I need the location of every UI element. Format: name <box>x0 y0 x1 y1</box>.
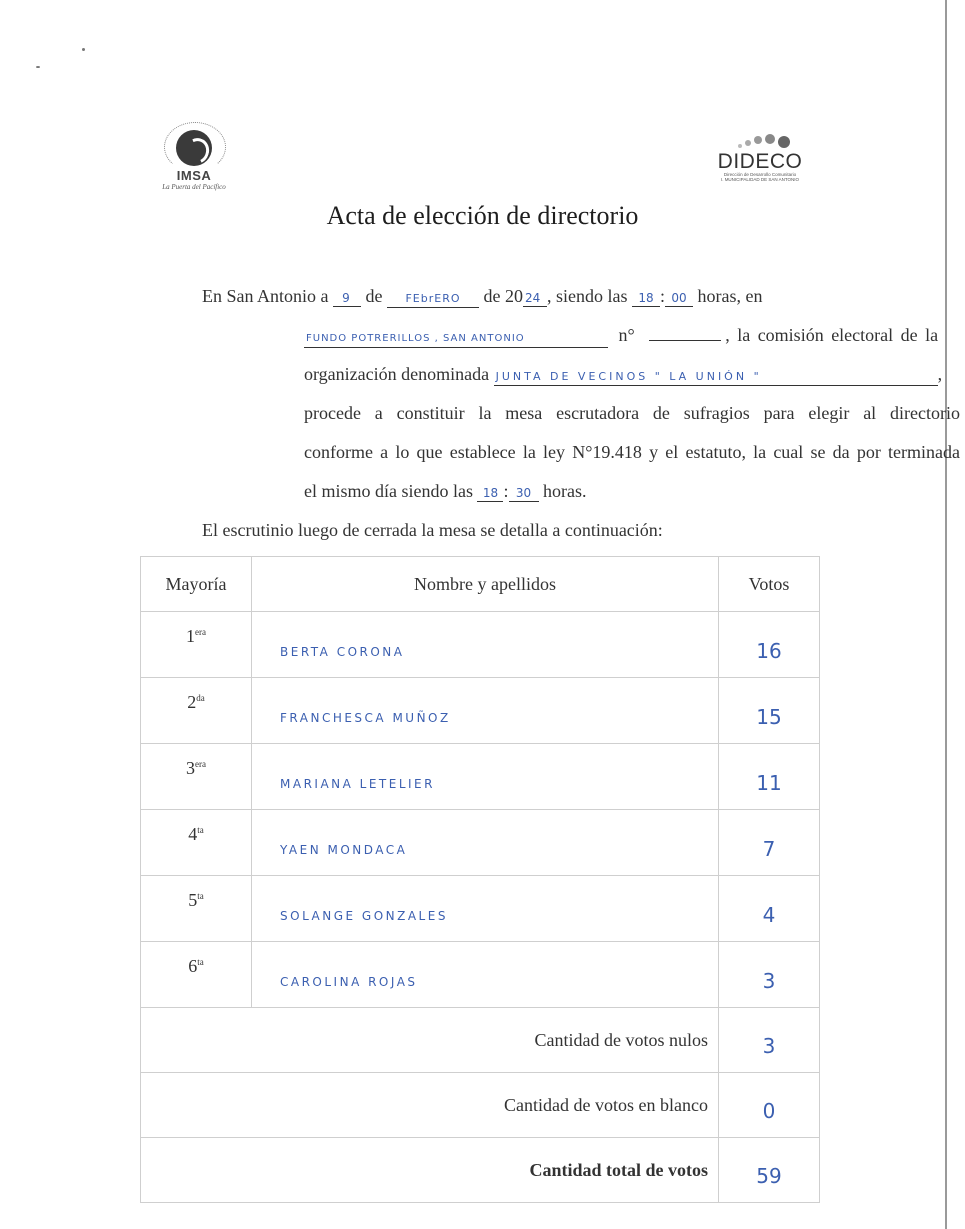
candidate-name: FRANCHESCA MUÑOZ <box>252 678 719 744</box>
table-row <box>141 744 820 810</box>
table-row <box>141 942 820 1008</box>
document-title: Acta de elección de directorio <box>326 201 639 230</box>
imsa-logo-tagline: La Puerta del Pacífico <box>162 183 226 191</box>
candidate-votes: 16 <box>719 612 820 678</box>
end-hour-field: 18 <box>477 485 503 502</box>
rank-cell: $6^{ta}$ <box>141 942 252 1008</box>
dideco-dots-icon <box>712 132 808 152</box>
text-fragment: n° <box>618 325 635 345</box>
scan-speck <box>36 66 40 68</box>
text-fragment: horas, en <box>697 286 763 306</box>
text-fragment: de 20 <box>483 286 523 306</box>
start-hour-field: 18 <box>632 290 660 307</box>
dideco-logo-tagline: Dirección de Desarrollo Comunitario <box>723 172 797 177</box>
text-fragment: de <box>365 286 383 306</box>
candidate-votes: 11 <box>719 744 820 810</box>
table-row <box>141 810 820 876</box>
end-minute-field: 30 <box>509 485 539 502</box>
candidate-name: MARIANA LETELIER <box>252 744 719 810</box>
candidate-votes: 7 <box>719 810 820 876</box>
day-field: 9 <box>333 290 361 307</box>
total-votes-label: Cantidad total de votos <box>141 1138 719 1203</box>
blank-votes-value: 0 <box>719 1073 820 1138</box>
candidate-name: BERTA CORONA <box>252 612 719 678</box>
text-fragment: En San Antonio a <box>202 286 329 306</box>
table-row <box>141 612 820 678</box>
organization-field: JUNTA DE VECINOS " LA UNIÓN " <box>494 369 938 386</box>
text-fragment: horas. <box>543 481 587 501</box>
page-edge <box>945 0 947 1229</box>
start-minute-field: 00 <box>665 290 693 307</box>
rank-cell: $3^{era}$ <box>141 744 252 810</box>
dideco-logo <box>712 132 808 188</box>
table-row <box>141 876 820 942</box>
candidate-votes: 15 <box>719 678 820 744</box>
paragraph-line-5: conforme a lo que establece la ley N°19.418 y el estatuto, la cual se da por terminada <box>304 442 960 462</box>
text-fragment: , la comisión electoral de la <box>725 325 939 345</box>
paragraph-line-1: En San Antonio a 9 de FEbrERO de 20 24 , siendo las 18 : 00 horas, en <box>202 286 763 306</box>
votes-header: Votos <box>719 557 820 612</box>
table-header-row <box>141 557 820 612</box>
rank-cell: $4^{ta}$ <box>141 810 252 876</box>
table-row <box>141 678 820 744</box>
paragraph-line-7: El escrutinio luego de cerrada la mesa se detalla a continuación: <box>202 520 663 540</box>
candidate-name: YAEN MONDACA <box>252 810 719 876</box>
name-header: Nombre y apellidos <box>252 557 719 612</box>
rank-cell: $5^{ta}$ <box>141 876 252 942</box>
null-votes-label: Cantidad de votos nulos <box>141 1008 719 1073</box>
paragraph-line-6: el mismo día siendo las 18 : 30 horas. <box>304 481 587 501</box>
blank-votes-row <box>141 1073 820 1138</box>
year-field: 24 <box>523 290 547 307</box>
paragraph-line-4: procede a constituir la mesa escrutadora de sufragios para elegir al directorio <box>304 403 960 423</box>
place-field: FUNDO POTRERILLOS , SAN ANTONIO <box>304 331 608 348</box>
vote-count-table <box>140 556 820 1203</box>
paragraph-line-2 <box>304 316 960 355</box>
text-fragment: el mismo día siendo las <box>304 481 473 501</box>
paragraph-line-3 <box>304 355 960 394</box>
imsa-logo <box>150 120 238 200</box>
month-field: FEbrERO <box>387 291 479 308</box>
text-fragment: , <box>937 364 943 384</box>
candidate-name: CAROLINA ROJAS <box>252 942 719 1008</box>
candidate-votes: 4 <box>719 876 820 942</box>
rank-header: Mayoría <box>141 557 252 612</box>
text-fragment: , siendo las <box>547 286 628 306</box>
candidate-name: SOLANGE GONZALES <box>252 876 719 942</box>
imsa-logo-name: IMSA <box>176 168 212 183</box>
imsa-emblem-icon <box>176 130 212 166</box>
number-blank <box>649 340 721 341</box>
total-votes-row <box>141 1138 820 1203</box>
null-votes-value: 3 <box>719 1008 820 1073</box>
rank-cell: $2^{da}$ <box>141 678 252 744</box>
total-votes-value: 59 <box>719 1138 820 1203</box>
candidate-votes: 3 <box>719 942 820 1008</box>
text-fragment: organización denominada <box>304 364 490 384</box>
dideco-logo-tagline: I. MUNICIPALIDAD DE SAN ANTONIO <box>720 177 800 182</box>
blank-votes-label: Cantidad de votos en blanco <box>141 1073 719 1138</box>
scan-speck <box>82 48 85 51</box>
rank-cell: $1^{era}$ <box>141 612 252 678</box>
null-votes-row <box>141 1008 820 1073</box>
dideco-logo-name: DIDECO <box>717 150 803 173</box>
